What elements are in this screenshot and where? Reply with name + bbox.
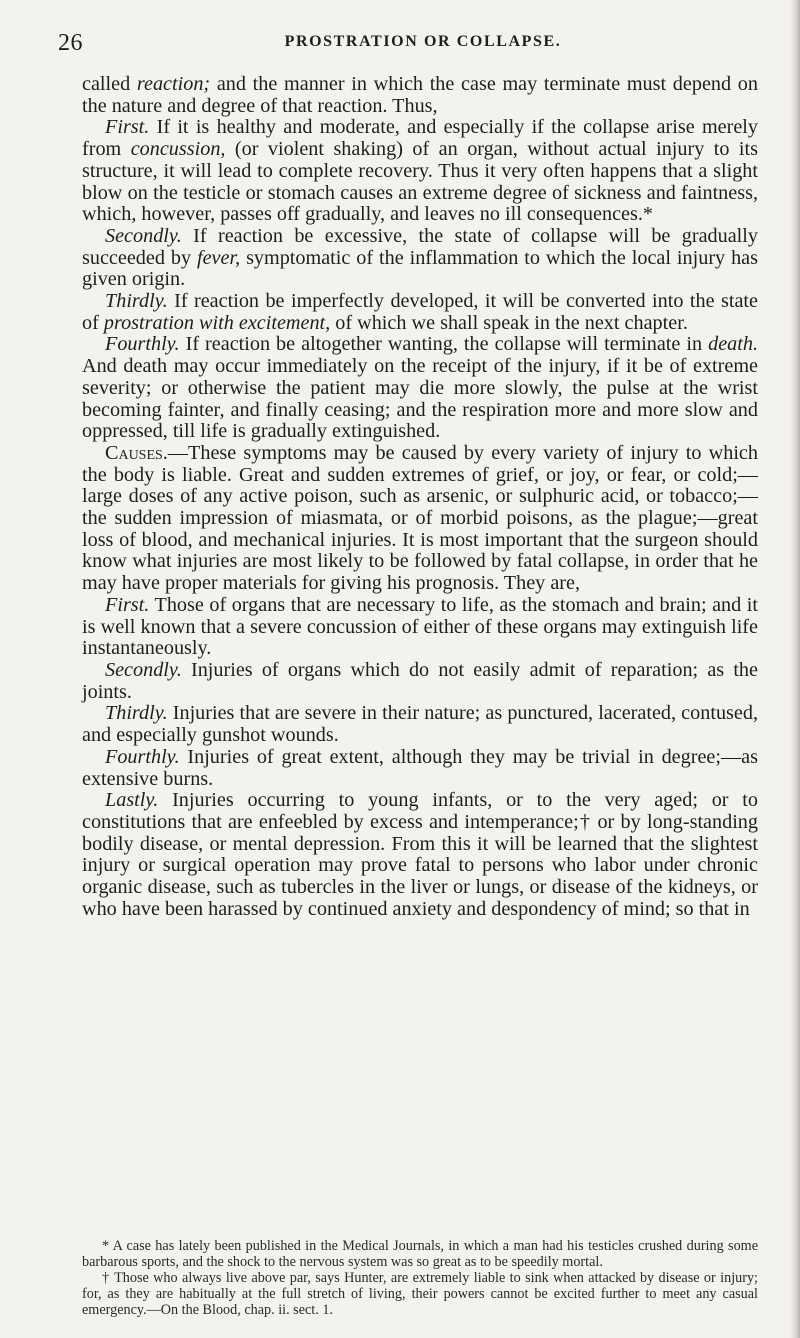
paragraph-last-cause: Lastly. Injuries occurring to young infants, or to the very aged; or to constitutions that are enfeebled by excess and intemperance;† or by long-standing bodily disease, or mental depression. From this it will be learned that the slightest injury or surgical operation may prove fatal to persons who labor under chronic organic disease, such as tubercles in the liver or lungs, or disease of the kidneys, or who have been harassed by continued anxiety and despondency of mind; so that in [82,789,758,920]
body-text [82,74,758,920]
paragraph-secondly: Secondly. If reaction be excessive, the state of collapse will be gradually succeeded by fever, symptomatic of the inflammation to which the local injury has given origin. [82,224,758,291]
paragraph-lead: Fourthly. [105,745,180,768]
footnotes [82,1238,758,1318]
running-head: PROSTRATION OR COLLAPSE. [284,33,562,50]
page-number: 26 [58,30,83,56]
paragraph-lead: First. [105,593,150,616]
paragraph-lead: Thirdly. [105,702,168,725]
paragraph-lead: Secondly. [105,658,182,681]
paragraph-lead: Fourthly. [105,333,180,356]
emphasis-fever: fever, [196,246,241,269]
footnote-dagger: † Those who always live above par, says Hunter, are extremely liable to sink when attacked by disease or injury; for, as they are habitually at the full stretch of living, their powers cannot be excited further to meet any casual emergency.—On the Blood, chap. ii. sect. 1. [82,1270,758,1318]
paragraph-first-cause: First. Those of organs that are necessary to life, as the stomach and brain; and it is well known that a severe concussion of either of these organs may extinguish life instantaneously. [82,593,758,660]
section-lead-causes: Causes. [105,441,168,464]
paragraph-lead: Lastly. [105,789,159,812]
paragraph-first: First. If it is healthy and moderate, and especially if the collapse arise merely from concussion, (or violent shaking) of an organ, without actual injury to its structure, it will lead to complete recovery. Thus it very often happens that a slight blow on the testicle or stomach causes an extreme degree of sickness and faintness, which, however, passes off gradually, and leaves no ill consequences.* [82,116,758,226]
paragraph-fourth-cause: Fourthly. Injuries of great extent, although they may be trivial in degree;—as extensive burns. [82,745,758,790]
emphasis-reaction: reaction; [136,73,211,95]
paragraph-continuation: called reaction; and the manner in which the case may terminate must depend on the nature and degree of that reaction. Thus, [82,73,758,117]
emphasis-death: death. [708,333,758,356]
paragraph-lead: Secondly. [105,224,182,247]
paragraph-lead: Thirdly. [105,290,168,313]
page-header [58,30,748,56]
emphasis-concussion: concussion, [130,138,226,161]
paragraph-thirdly: Thirdly. If reaction be imperfectly developed, it will be converted into the state of prostration with excitement, of which we shall speak in the next chapter. [82,290,758,334]
emphasis-prostration: prostration with excitement, [103,311,331,334]
paragraph-third-cause: Thirdly. Injuries that are severe in their nature; as punctured, lacerated, contused, and especially gunshot wounds. [82,702,758,747]
footnote-asterisk: * A case has lately been published in the Medical Journals, in which a man had his testicles crushed during some barbarous sports, and the shock to the nervous system was so great as to be speedily mortal. [82,1238,758,1270]
paragraph-fourthly: Fourthly. If reaction be altogether wanting, the collapse will terminate in death. And death may occur immediately on the receipt of the injury, if it be of extreme severity; or otherwise the patient may die more slowly, the pulse at the wrist becoming fainter, and finally ceasing; and the respiration more and more slow and oppressed, till life is gradually extinguished. [82,333,758,443]
paragraph-causes: Causes.—These symptoms may be caused by every variety of injury to which the body is liable. Great and sudden extremes of grief, or joy, or fear, or cold;—large doses of any active poison, such as arsenic, or sulphuric acid, or tobacco;—the sudden impression of miasmata, or of morbid poisons, as the plague;—great loss of blood, and mechanical injuries. It is most important that the surgeon should know what injuries are most likely to be followed by fatal collapse, in order that he may have proper materials for giving his prognosis. They are, [82,441,758,595]
paragraph-second-cause: Secondly. Injuries of organs which do not easily admit of reparation; as the joints. [82,658,758,703]
page-edge-shadow [790,0,800,1338]
paragraph-lead: First. [105,116,150,139]
